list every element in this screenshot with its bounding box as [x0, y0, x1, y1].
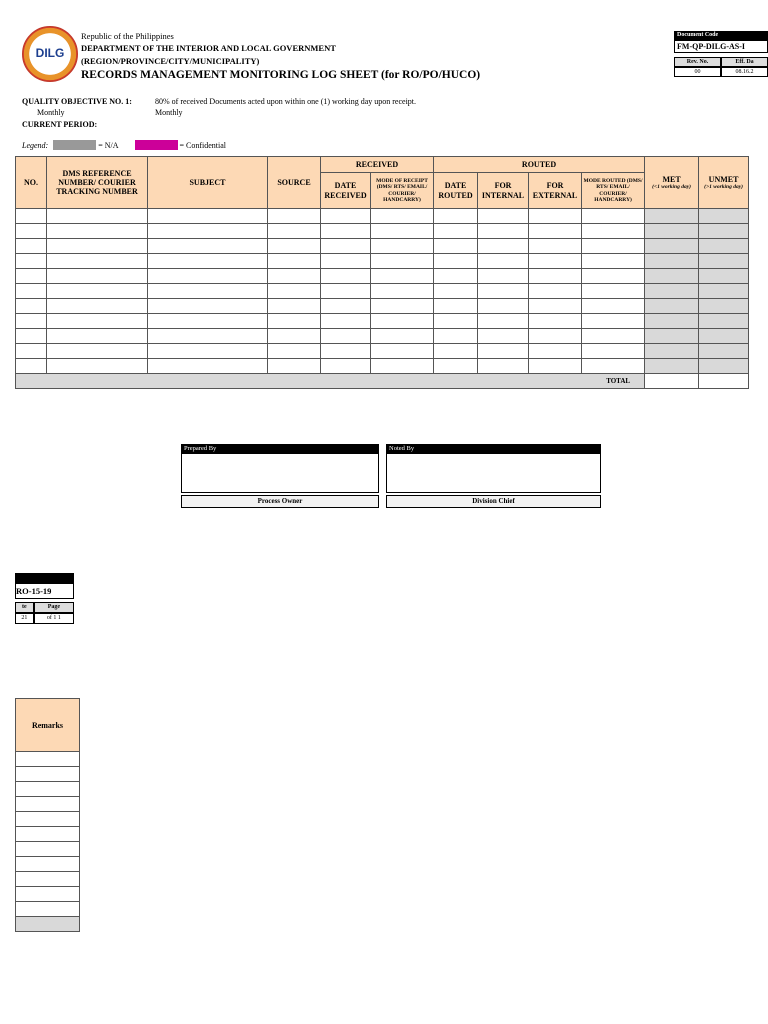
- table-cell[interactable]: [645, 209, 699, 224]
- table-cell[interactable]: [321, 299, 371, 314]
- table-cell[interactable]: [699, 314, 749, 329]
- table-cell[interactable]: [434, 329, 478, 344]
- table-cell[interactable]: [47, 344, 148, 359]
- continuation-page-label: Page: [34, 602, 74, 613]
- table-row: [16, 284, 749, 299]
- table-cell[interactable]: [478, 314, 529, 329]
- remarks-row: [16, 767, 80, 782]
- table-cell[interactable]: [582, 269, 645, 284]
- continuation-date-value: 21: [15, 613, 34, 624]
- table-cell[interactable]: [268, 299, 321, 314]
- table-row: [16, 314, 749, 329]
- division-chief-label: Division Chief: [386, 495, 601, 508]
- table-cell[interactable]: [699, 254, 749, 269]
- remarks-row: [16, 872, 80, 887]
- document-code-label: Document Code: [674, 31, 768, 40]
- remarks-cell[interactable]: [16, 827, 80, 842]
- table-row: [16, 209, 749, 224]
- noted-by-block: [386, 444, 601, 508]
- table-row: [16, 269, 749, 284]
- table-cell[interactable]: [582, 239, 645, 254]
- col-met: [645, 157, 699, 209]
- table-cell[interactable]: [47, 254, 148, 269]
- table-cell[interactable]: [478, 329, 529, 344]
- legend-label: Legend:: [22, 140, 49, 150]
- table-cell[interactable]: [478, 284, 529, 299]
- table-cell[interactable]: [268, 209, 321, 224]
- remarks-cell[interactable]: [16, 857, 80, 872]
- table-cell[interactable]: [582, 344, 645, 359]
- continuation-code: RO-15-19: [15, 583, 74, 599]
- table-cell[interactable]: [529, 224, 582, 239]
- noted-by-label: Noted By: [386, 444, 601, 454]
- prepared-by-block: [181, 444, 379, 508]
- col-for-internal: FOR INTERNAL: [478, 173, 529, 209]
- table-cell[interactable]: [434, 344, 478, 359]
- rev-no-value: 00: [674, 67, 721, 77]
- col-date-routed: DATE ROUTED: [434, 173, 478, 209]
- table-cell[interactable]: [478, 299, 529, 314]
- logo-text: DILG: [35, 46, 65, 60]
- table-cell[interactable]: [371, 239, 434, 254]
- table-cell[interactable]: [321, 344, 371, 359]
- table-cell[interactable]: [268, 254, 321, 269]
- table-cell[interactable]: [529, 284, 582, 299]
- col-no: NO.: [16, 157, 47, 209]
- table-row: [16, 224, 749, 239]
- remarks-cell[interactable]: [16, 887, 80, 902]
- region-text: (REGION/PROVINCE/CITY/MUNICIPALITY): [81, 56, 260, 66]
- legend-confidential-swatch: [135, 140, 178, 150]
- dilg-logo: [22, 26, 78, 82]
- table-cell[interactable]: [371, 254, 434, 269]
- table-cell[interactable]: [321, 239, 371, 254]
- legend-na-swatch: [53, 140, 96, 150]
- prepared-by-label: Prepared By: [181, 444, 379, 454]
- table-cell[interactable]: [434, 224, 478, 239]
- table-cell[interactable]: [371, 269, 434, 284]
- remarks-row: [16, 887, 80, 902]
- eff-date-value: 08.16.2: [721, 67, 768, 77]
- table-cell[interactable]: [529, 209, 582, 224]
- table-cell[interactable]: [645, 254, 699, 269]
- table-cell[interactable]: [582, 299, 645, 314]
- table-cell[interactable]: [321, 269, 371, 284]
- table-cell[interactable]: [434, 359, 478, 374]
- remarks-cell[interactable]: [16, 902, 80, 917]
- table-cell[interactable]: [529, 359, 582, 374]
- table-cell[interactable]: [148, 299, 268, 314]
- table-cell[interactable]: [16, 209, 47, 224]
- continuation-page-value: of 1 1: [34, 613, 74, 624]
- remarks-cell[interactable]: [16, 842, 80, 857]
- table-cell[interactable]: [478, 359, 529, 374]
- table-cell[interactable]: [434, 269, 478, 284]
- remarks-cell[interactable]: [16, 872, 80, 887]
- table-cell[interactable]: [16, 224, 47, 239]
- table-cell[interactable]: [148, 209, 268, 224]
- table-cell[interactable]: [645, 359, 699, 374]
- col-group-received: RECEIVED: [321, 157, 434, 173]
- table-cell[interactable]: [148, 239, 268, 254]
- table-cell[interactable]: [268, 359, 321, 374]
- table-cell[interactable]: [699, 329, 749, 344]
- remarks-row: [16, 857, 80, 872]
- table-cell[interactable]: [47, 314, 148, 329]
- table-cell[interactable]: [148, 269, 268, 284]
- table-cell[interactable]: [16, 359, 47, 374]
- prepared-by-signature-area[interactable]: [181, 454, 379, 493]
- col-met-label: MET: [662, 174, 681, 184]
- table-cell[interactable]: [478, 209, 529, 224]
- table-cell[interactable]: [529, 314, 582, 329]
- col-unmet-sub: (>1 working day): [704, 183, 743, 190]
- total-label: TOTAL: [16, 374, 645, 389]
- table-cell[interactable]: [268, 284, 321, 299]
- current-period-label: CURRENT PERIOD:: [22, 120, 98, 129]
- table-cell[interactable]: [47, 329, 148, 344]
- document-code-box: [674, 31, 768, 77]
- table-cell[interactable]: [47, 359, 148, 374]
- rev-no-label: Rev. No.: [674, 57, 721, 67]
- table-cell[interactable]: [148, 359, 268, 374]
- table-cell[interactable]: [529, 344, 582, 359]
- table-cell[interactable]: [47, 269, 148, 284]
- table-cell[interactable]: [434, 254, 478, 269]
- table-cell[interactable]: [645, 269, 699, 284]
- remarks-row: [16, 812, 80, 827]
- table-cell[interactable]: [434, 314, 478, 329]
- continuation-code-box: [15, 573, 74, 624]
- log-table: [15, 156, 749, 389]
- table-cell[interactable]: [645, 284, 699, 299]
- table-cell[interactable]: [582, 284, 645, 299]
- table-cell[interactable]: [16, 299, 47, 314]
- remarks-row: [16, 752, 80, 767]
- table-row: [16, 329, 749, 344]
- table-cell[interactable]: [645, 329, 699, 344]
- table-cell[interactable]: [371, 314, 434, 329]
- table-cell[interactable]: [268, 314, 321, 329]
- table-cell[interactable]: [645, 224, 699, 239]
- table-cell[interactable]: [582, 359, 645, 374]
- table-cell[interactable]: [582, 224, 645, 239]
- col-dms-reference: DMS REFERENCE NUMBER/ COURIER TRACKING NUMBER: [47, 157, 148, 209]
- remarks-cell[interactable]: [16, 752, 80, 767]
- table-row: [16, 299, 749, 314]
- table-cell[interactable]: [478, 224, 529, 239]
- table-cell[interactable]: [16, 254, 47, 269]
- table-row: [16, 254, 749, 269]
- table-cell[interactable]: [434, 209, 478, 224]
- table-cell[interactable]: [148, 224, 268, 239]
- table-cell[interactable]: [582, 209, 645, 224]
- col-mode-of-receipt: MODE OF RECEIPT (DMS/ RTS/ EMAIL/ COURIER/ HANDCARRY): [371, 173, 434, 209]
- table-cell[interactable]: [321, 254, 371, 269]
- table-cell[interactable]: [16, 329, 47, 344]
- table-cell[interactable]: [268, 269, 321, 284]
- table-cell[interactable]: [699, 299, 749, 314]
- table-cell[interactable]: [371, 299, 434, 314]
- table-cell[interactable]: [268, 344, 321, 359]
- table-cell[interactable]: [371, 224, 434, 239]
- col-source: SOURCE: [268, 157, 321, 209]
- legend: [22, 140, 226, 150]
- table-cell[interactable]: [47, 284, 148, 299]
- table-cell[interactable]: [699, 344, 749, 359]
- table-cell[interactable]: [16, 239, 47, 254]
- table-cell[interactable]: [47, 209, 148, 224]
- republic-text: Republic of the Philippines: [81, 31, 174, 41]
- table-cell[interactable]: [16, 314, 47, 329]
- table-cell[interactable]: [699, 269, 749, 284]
- eff-date-label: Eff. Da: [721, 57, 768, 67]
- remarks-header: Remarks: [16, 699, 80, 752]
- noted-by-signature-area[interactable]: [386, 454, 601, 493]
- table-cell[interactable]: [148, 254, 268, 269]
- table-cell[interactable]: [47, 239, 148, 254]
- table-cell[interactable]: [529, 239, 582, 254]
- col-mode-routed: MODE ROUTED (DMS/ RTS/ EMAIL/ COURIER/ HANDCARRY): [582, 173, 645, 209]
- table-cell[interactable]: [321, 359, 371, 374]
- table-cell[interactable]: [529, 329, 582, 344]
- legend-confidential-text: = Confidential: [179, 140, 227, 150]
- continuation-date-label: te: [15, 602, 34, 613]
- table-cell[interactable]: [582, 314, 645, 329]
- table-cell[interactable]: [16, 284, 47, 299]
- table-cell[interactable]: [268, 224, 321, 239]
- remarks-cell[interactable]: [16, 797, 80, 812]
- legend-na-text: = N/A: [98, 140, 119, 150]
- table-cell[interactable]: [268, 239, 321, 254]
- frequency-monthly-1: Monthly: [37, 108, 65, 117]
- remarks-row: [16, 797, 80, 812]
- table-cell[interactable]: [645, 344, 699, 359]
- table-cell[interactable]: [148, 329, 268, 344]
- continuation-black-bar: [15, 573, 74, 583]
- remarks-total-row: [16, 917, 80, 932]
- remarks-cell[interactable]: [16, 812, 80, 827]
- total-row: [16, 374, 749, 389]
- table-cell[interactable]: [268, 329, 321, 344]
- remarks-table: [15, 698, 80, 932]
- department-text: DEPARTMENT OF THE INTERIOR AND LOCAL GOVERNMENT: [81, 43, 336, 53]
- quality-objective-text: 80% of received Documents acted upon within one (1) working day upon receipt.: [155, 97, 417, 106]
- page-title: RECORDS MANAGEMENT MONITORING LOG SHEET (for RO/PO/HUCO): [81, 69, 481, 81]
- frequency-monthly-2: Monthly: [155, 108, 183, 117]
- table-cell[interactable]: [148, 284, 268, 299]
- table-cell[interactable]: [371, 209, 434, 224]
- remarks-row: [16, 902, 80, 917]
- col-unmet-label: UNMET: [708, 174, 739, 184]
- table-cell[interactable]: [699, 359, 749, 374]
- remarks-row: [16, 827, 80, 842]
- table-cell[interactable]: [478, 254, 529, 269]
- table-cell[interactable]: [148, 344, 268, 359]
- table-cell[interactable]: [699, 224, 749, 239]
- table-cell[interactable]: [645, 314, 699, 329]
- table-cell[interactable]: [582, 254, 645, 269]
- table-cell[interactable]: [478, 344, 529, 359]
- table-cell[interactable]: [434, 299, 478, 314]
- table-cell[interactable]: [434, 239, 478, 254]
- quality-objective-label: QUALITY OBJECTIVE NO. 1:: [22, 97, 132, 106]
- remarks-cell[interactable]: [16, 782, 80, 797]
- table-cell[interactable]: [148, 314, 268, 329]
- table-cell[interactable]: [371, 359, 434, 374]
- table-cell[interactable]: [699, 284, 749, 299]
- table-cell[interactable]: [699, 209, 749, 224]
- col-group-routed: ROUTED: [434, 157, 645, 173]
- total-unmet-cell[interactable]: [699, 374, 749, 389]
- col-for-external: FOR EXTERNAL: [529, 173, 582, 209]
- table-cell[interactable]: [645, 299, 699, 314]
- col-subject: SUBJECT: [148, 157, 268, 209]
- table-row: [16, 239, 749, 254]
- process-owner-label: Process Owner: [181, 495, 379, 508]
- col-met-sub: (<1 working day): [652, 183, 691, 190]
- col-unmet: [699, 157, 749, 209]
- table-cell[interactable]: [371, 344, 434, 359]
- table-cell[interactable]: [529, 269, 582, 284]
- table-row: [16, 359, 749, 374]
- table-cell[interactable]: [16, 269, 47, 284]
- total-met-cell[interactable]: [645, 374, 699, 389]
- col-date-received: DATE RECEIVED: [321, 173, 371, 209]
- table-cell[interactable]: [321, 224, 371, 239]
- table-cell[interactable]: [478, 269, 529, 284]
- table-cell[interactable]: [321, 284, 371, 299]
- table-cell[interactable]: [321, 329, 371, 344]
- table-cell[interactable]: [478, 239, 529, 254]
- remarks-total-cell: [16, 917, 80, 932]
- remarks-cell[interactable]: [16, 767, 80, 782]
- table-cell[interactable]: [699, 239, 749, 254]
- table-cell[interactable]: [582, 329, 645, 344]
- table-cell[interactable]: [47, 299, 148, 314]
- table-cell[interactable]: [371, 284, 434, 299]
- table-row: [16, 344, 749, 359]
- table-cell[interactable]: [529, 254, 582, 269]
- table-cell[interactable]: [645, 239, 699, 254]
- table-cell[interactable]: [16, 344, 47, 359]
- table-cell[interactable]: [321, 314, 371, 329]
- table-cell[interactable]: [321, 209, 371, 224]
- table-cell[interactable]: [47, 224, 148, 239]
- remarks-row: [16, 842, 80, 857]
- table-cell[interactable]: [529, 299, 582, 314]
- table-cell[interactable]: [434, 284, 478, 299]
- table-cell[interactable]: [371, 329, 434, 344]
- document-code-value: FM-QP-DILG-AS-I: [674, 40, 768, 53]
- remarks-row: [16, 782, 80, 797]
